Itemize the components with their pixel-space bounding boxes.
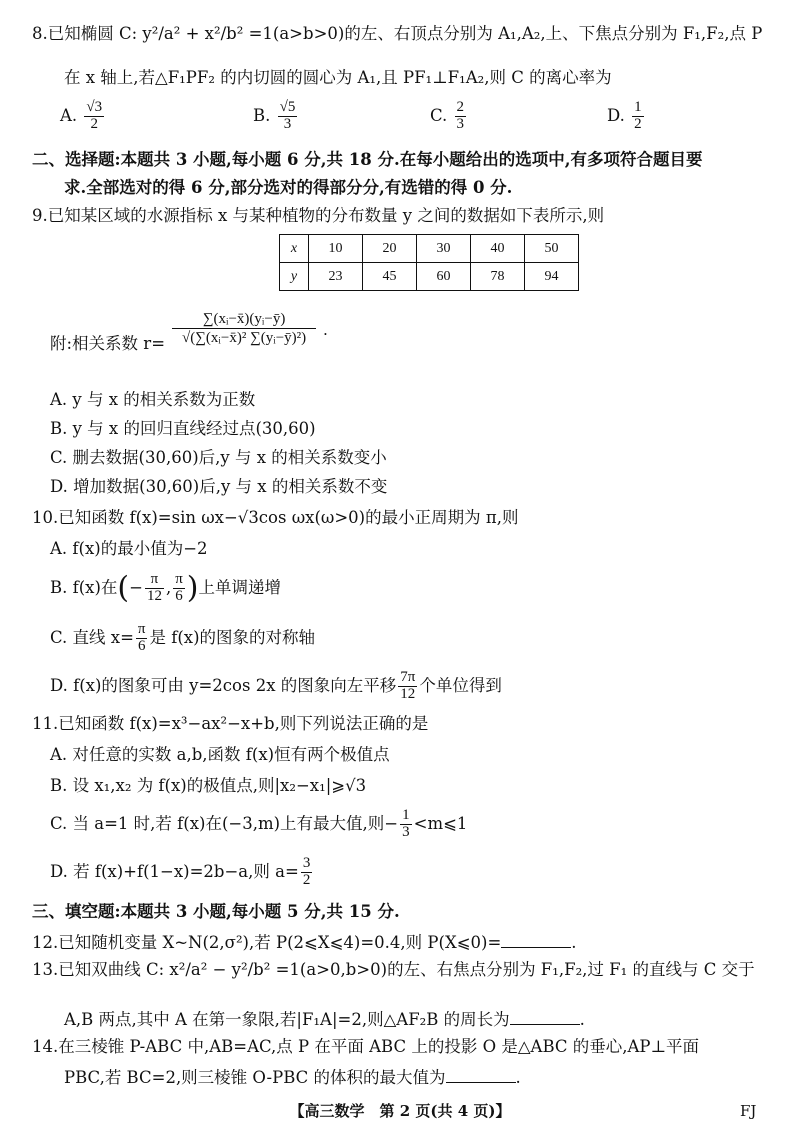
q12-answer-blank[interactable]	[501, 933, 571, 948]
section3-heading: 三、填空题:本题共 3 小题,每小题 5 分,共 15 分.	[32, 902, 400, 921]
q8-option-d[interactable]: D. $\frac{1}{2}$	[607, 99, 642, 132]
q8-stem-line2: 在 x 轴上,若△F₁PF₂ 的内切圆的圆心为 A₁,且 PF₁⊥F₁A₂,则 C 的离心率为	[64, 68, 612, 87]
table-cell: 20	[363, 235, 417, 263]
table-cell: 94	[525, 263, 579, 291]
page-footer: 【高三数学 第 2 页(共 4 页)】	[289, 1102, 511, 1120]
q13-answer-blank[interactable]	[510, 1010, 580, 1025]
q9-option-c[interactable]: C. 删去数据(30,60)后,y 与 x 的相关系数变小	[50, 448, 387, 467]
q9-option-b[interactable]: B. y 与 x 的回归直线经过点(30,60)	[50, 419, 316, 438]
table-cell: x	[280, 235, 309, 263]
table-row	[280, 235, 579, 263]
q11-option-b[interactable]: B. 设 x₁,x₂ 为 f(x)的极值点,则|x₂−x₁|⩾√3	[50, 776, 367, 795]
q8-stem-line1	[32, 26, 762, 43]
table-cell: 50	[525, 235, 579, 263]
section2-heading-line1: 二、选择题:本题共 3 小题,每小题 6 分,共 18 分.在每小题给出的选项中,有多项符合题目要	[32, 150, 703, 169]
q13-line2: A,B 两点,其中 A 在第一象限,若|F₁A|=2,则△AF₂B 的周长为 .	[64, 1010, 585, 1029]
q9-option-a[interactable]: A. y 与 x 的相关系数为正数	[50, 390, 256, 409]
q10-option-d[interactable]: D. f(x)的图象可由 y=2cos 2x 的图象向左平移 $\frac{7\pi}{12}$ 个单位得到	[50, 669, 502, 702]
q8-option-a[interactable]: A. $\frac{√3}{2}$	[60, 99, 103, 132]
q14-answer-blank[interactable]	[446, 1068, 516, 1083]
table-cell: 40	[471, 235, 525, 263]
q11-option-d[interactable]: D. 若 f(x)+f(1−x)=2b−a,则 a= $\frac{3}{2}$	[50, 855, 311, 888]
table-row	[280, 263, 579, 291]
q11-stem: 11.已知函数 f(x)=x³−ax²−x+b,则下列说法正确的是	[32, 714, 429, 733]
q9-option-d[interactable]: D. 增加数据(30,60)后,y 与 x 的相关系数不变	[50, 477, 388, 496]
table-cell: 78	[471, 263, 525, 291]
table-cell: 10	[309, 235, 363, 263]
q8-option-c[interactable]: C. $\frac{2}{3}$	[430, 99, 465, 132]
correlation-numerator: ∑(xᵢ−x̄)(yᵢ−ȳ)	[172, 312, 316, 329]
q12-stem: 12.已知随机变量 X~N(2,σ²),若 P(2⩽X⩽4)=0.4,则 P(X⩽0)= .	[32, 933, 577, 952]
q9-note-prefix: 附:相关系数 r=	[50, 334, 166, 353]
q9-data-table	[279, 234, 579, 291]
q8-stem-line1-text: 8.已知椭圆 C: y²/a² + x²/b² =1(a>b>0)的左、右顶点分别为 A₁,A₂,上、下焦点分别为 F₁,F₂,点 P	[32, 24, 763, 43]
table-cell: 23	[309, 263, 363, 291]
q14-line2: PBC,若 BC=2,则三棱锥 O-PBC 的体积的最大值为 .	[64, 1068, 521, 1087]
table-cell: y	[280, 263, 309, 291]
q11-option-a[interactable]: A. 对任意的实数 a,b,函数 f(x)恒有两个极值点	[50, 745, 390, 764]
section2-heading-line2: 求.全部选对的得 6 分,部分选对的得部分分,有选错的得 0 分.	[64, 178, 513, 197]
table-cell: 45	[363, 263, 417, 291]
q13-line1: 13.已知双曲线 C: x²/a² − y²/b² =1(a>0,b>0)的左、右焦点分别为 F₁,F₂,过 F₁ 的直线与 C 交于	[32, 960, 755, 979]
correlation-denominator: √(∑(xᵢ−x̄)² ∑(yᵢ−ȳ)²)	[182, 329, 307, 346]
correlation-formula: $\frac{\text{∑(xᵢ−x̄)(yᵢ−ȳ)}}{\text{√(∑(xᵢ−x̄)² ∑(yᵢ−ȳ)²)}}$ .	[170, 312, 328, 349]
q8-option-b[interactable]: B. $\frac{√5}{3}$	[253, 99, 296, 132]
q10-stem: 10.已知函数 f(x)=sin ωx−√3cos ωx(ω>0)的最小正周期为 π,则	[32, 508, 519, 527]
table-cell: 30	[417, 235, 471, 263]
q14-line1: 14.在三棱锥 P-ABC 中,AB=AC,点 P 在平面 ABC 上的投影 O 是△ABC 的垂心,AP⊥平面	[32, 1037, 700, 1056]
q10-option-a[interactable]: A. f(x)的最小值为−2	[50, 539, 208, 558]
q10-option-b[interactable]: B. f(x)在(− $\frac{\pi}{12}$ , $\frac{\pi}{6}$ )上单调递增	[50, 570, 281, 606]
footer-code: FJ	[740, 1102, 757, 1120]
q10-option-c[interactable]: C. 直线 x= $\frac{\pi}{6}$ 是 f(x)的图象的对称轴	[50, 621, 316, 654]
q9-stem: 9.已知某区域的水源指标 x 与某种植物的分布数量 y 之间的数据如下表所示,则	[32, 206, 605, 225]
table-cell: 60	[417, 263, 471, 291]
q11-option-c[interactable]: C. 当 a=1 时,若 f(x)在(−3,m)上有最大值,则− $\frac{1}{3}$ <m⩽1	[50, 807, 468, 840]
